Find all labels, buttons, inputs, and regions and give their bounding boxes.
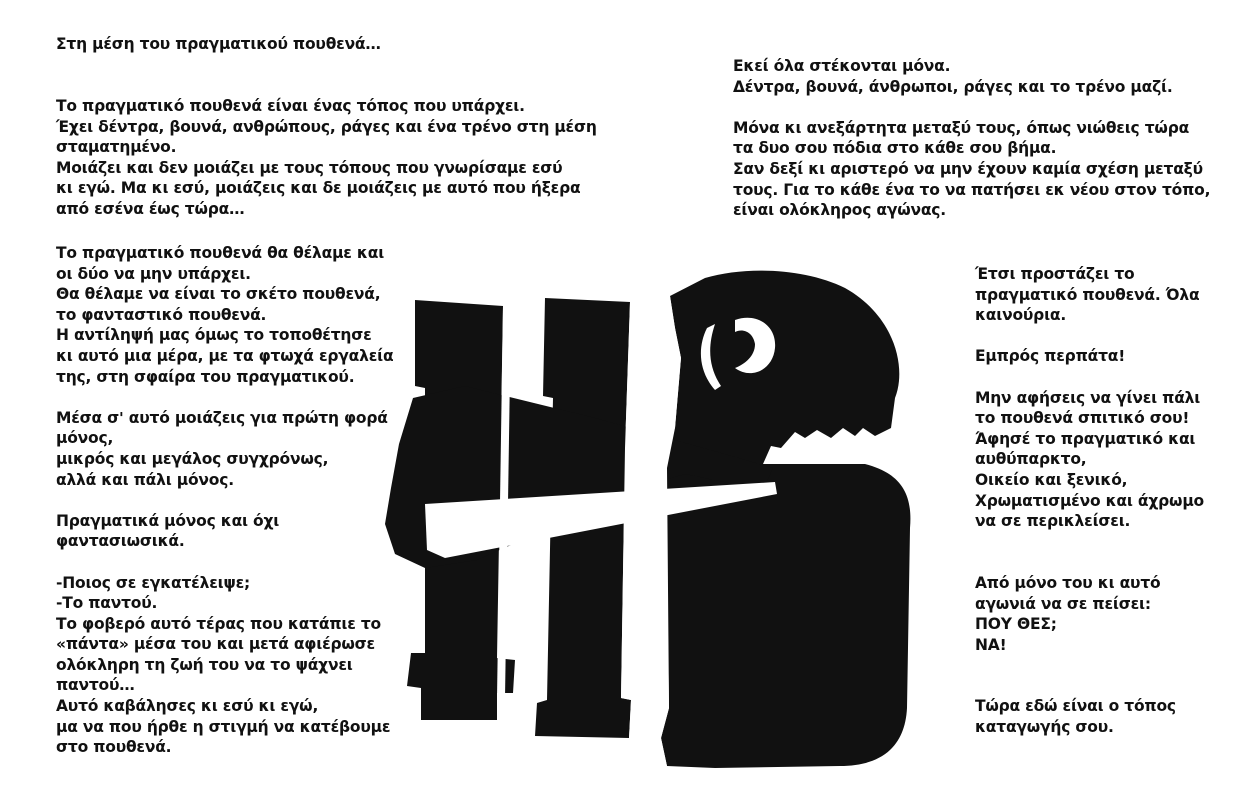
left-column-line: ολόκληρη τη ζωή του να το ψάχνει xyxy=(56,655,353,674)
title-text: Στη μέση του πραγματικού πουθενά… xyxy=(56,35,381,53)
blank-line xyxy=(56,387,393,408)
intro-line: Έχει δέντρα, βουνά, ανθρώπους, ράγες και ένα τρένο στη μέση xyxy=(56,117,597,136)
right-column-line: Οικείο και ξενικό, xyxy=(975,470,1128,489)
left-column-line: -Το παντού. xyxy=(56,594,158,613)
blank-line xyxy=(975,326,1204,347)
right-column-line: Έτσι προστάζει το xyxy=(975,265,1135,283)
left-column-line: το φανταστικό πουθενά. xyxy=(56,305,267,324)
left-column-line: Θα θέλαμε να είναι το σκέτο πουθενά, xyxy=(56,285,381,304)
right-column-line: Άφησέ το πραγματικό και xyxy=(975,429,1196,448)
left-column-line: στο πουθενά. xyxy=(56,738,172,757)
right-column-line: Χρωματισμένο και άχρωμο xyxy=(975,491,1204,510)
intro-line: Μοιάζει και δεν μοιάζει με τους τόπους που γνωρίσαμε εσύ xyxy=(56,158,563,177)
left-column-line: της, στη σφαίρα του πραγματικού. xyxy=(56,367,355,386)
left-column-line: «πάντα» μέσα του και μετά αφιέρωσε xyxy=(56,635,375,654)
left-column-line: μα να που ήρθε η στιγμή να κατέβουμε xyxy=(56,717,391,736)
top-right-line: Σαν δεξί κι αριστερό να μην έχουν καμία σχέση μεταξύ xyxy=(733,159,1203,178)
left-column-line: Αυτό καβάλησες κι εσύ κι εγώ, xyxy=(56,697,319,716)
blank-line xyxy=(975,552,1204,573)
top-right-line: είναι ολόκληρος αγώνας. xyxy=(733,201,946,220)
left-column-line: Το φοβερό αυτό τέρας που κατάπιε το xyxy=(56,614,381,633)
intro-line: σταματημένο. xyxy=(56,138,177,157)
top-right-line: τους. Για το κάθε ένα το να πατήσει εκ νέου στον τόπο, xyxy=(733,180,1211,199)
top-right-line: Εκεί όλα στέκονται μόνα. xyxy=(733,57,951,75)
left-column-line: -Ποιος σε εγκατέλειψε; xyxy=(56,573,250,592)
woodcut-illustration xyxy=(385,268,925,773)
blank-line xyxy=(975,532,1204,553)
intro-line: Το πραγματικό πουθενά είναι ένας τόπος που υπάρχει. xyxy=(56,97,525,115)
body-shape xyxy=(657,271,910,768)
blank-line xyxy=(975,676,1204,697)
right-column-line: Τώρα εδώ είναι ο τόπος xyxy=(975,697,1176,716)
right-column-line: να σε περικλείσει. xyxy=(975,512,1131,531)
right-column-line: Από μόνο του κι αυτό xyxy=(975,573,1161,592)
right-column-line: πραγματικό πουθενά. Όλα xyxy=(975,285,1200,304)
right-column-line: καινούρια. xyxy=(975,306,1067,325)
blank-line xyxy=(975,367,1204,388)
blank-line xyxy=(975,655,1204,676)
intro-line: από εσένα έως τώρα… xyxy=(56,199,245,218)
top-right-line: τα δυο σου πόδια στο κάθε σου βήμα. xyxy=(733,139,1057,158)
blank-line xyxy=(733,97,1210,118)
intro-paragraph xyxy=(56,96,597,220)
right-column-line: αγωνιά να σε πείσει: xyxy=(975,594,1151,613)
left-column-text xyxy=(56,243,393,758)
left-column-line: Το πραγματικό πουθενά θα θέλαμε και xyxy=(56,244,385,262)
right-column-line: ΠΟΥ ΘΕΣ; xyxy=(975,615,1057,634)
left-column-line: αλλά και πάλι μόνος. xyxy=(56,470,234,489)
right-column-line: καταγωγής σου. xyxy=(975,718,1114,737)
page-title xyxy=(56,34,381,55)
left-column-line: μικρός και μεγάλος συγχρόνως, xyxy=(56,449,329,468)
right-column-line: Μην αφήσεις να γίνει πάλι xyxy=(975,388,1201,407)
left-column-line: φαντασιωσικά. xyxy=(56,532,185,551)
blank-line xyxy=(56,490,393,511)
left-column-line: Πραγματικά μόνος και όχι xyxy=(56,511,280,530)
top-right-text xyxy=(733,56,1210,221)
left-column-line: Η αντίληψή μας όμως το τοποθέτησε xyxy=(56,326,372,345)
left-column-line: οι δύο να μην υπάρχει. xyxy=(56,264,251,283)
left-column-line: μόνος, xyxy=(56,429,114,448)
right-column-line: το πουθενά σπιτικό σου! xyxy=(975,409,1190,428)
top-right-line: Δέντρα, βουνά, άνθρωποι, ράγες και το τρένο μαζί. xyxy=(733,77,1173,96)
left-column-line: παντού… xyxy=(56,676,135,695)
top-right-line: Μόνα κι ανεξάρτητα μεταξύ τους, όπως νιώθεις τώρα xyxy=(733,118,1190,137)
right-column-line: αυθύπαρκτο, xyxy=(975,450,1087,469)
intro-line: κι εγώ. Μα κι εσύ, μοιάζεις και δε μοιάζεις με αυτό που ήξερα xyxy=(56,179,581,198)
blank-line xyxy=(56,552,393,573)
right-column-line: ΝΑ! xyxy=(975,635,1007,654)
left-column-line: Μέσα σ' αυτό μοιάζεις για πρώτη φορά xyxy=(56,408,388,427)
right-column-text xyxy=(975,264,1204,738)
right-column-line: Εμπρός περπάτα! xyxy=(975,347,1126,366)
left-column-line: κι αυτό μια μέρα, με τα φτωχά εργαλεία xyxy=(56,346,394,365)
